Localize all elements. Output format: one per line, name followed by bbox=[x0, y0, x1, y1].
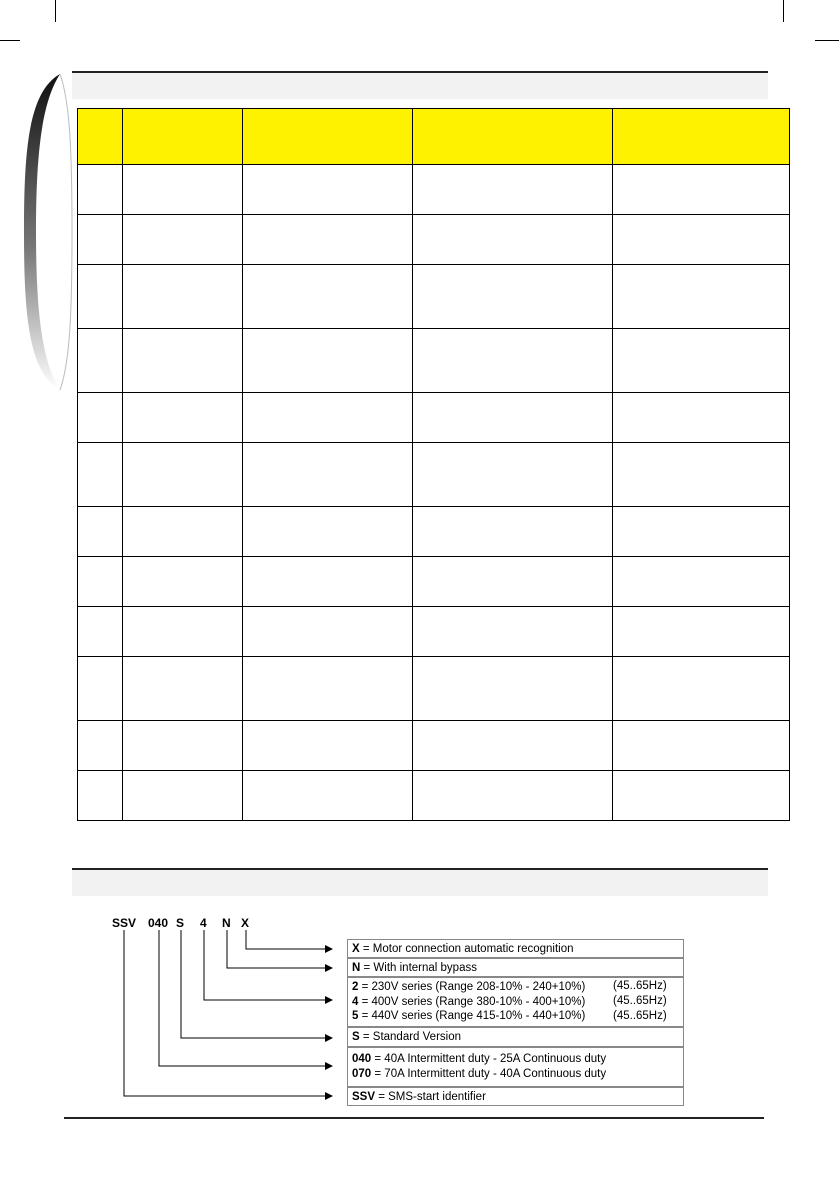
table-row bbox=[78, 165, 790, 215]
crop-mark-top-right bbox=[783, 0, 784, 22]
code-letter: SSV bbox=[112, 916, 137, 930]
table-cell bbox=[413, 265, 613, 329]
code-letter: 040 bbox=[148, 916, 169, 930]
table-cell bbox=[613, 657, 790, 721]
table-cell bbox=[78, 771, 123, 821]
table-header-cell bbox=[243, 109, 413, 165]
table-cell bbox=[613, 771, 790, 821]
code-description-box bbox=[347, 1087, 684, 1106]
table-cell bbox=[78, 607, 123, 657]
table-cell bbox=[413, 657, 613, 721]
table-cell bbox=[413, 721, 613, 771]
table-header-cell bbox=[78, 109, 123, 165]
description-line bbox=[348, 1028, 683, 1045]
crop-mark-top-right bbox=[815, 40, 839, 41]
code-description-box bbox=[347, 977, 684, 1027]
table-cell bbox=[413, 557, 613, 607]
table-cell bbox=[78, 507, 123, 557]
table-row bbox=[78, 657, 790, 721]
table-cell bbox=[243, 607, 413, 657]
code-description-box bbox=[347, 1027, 684, 1047]
crop-mark-top-left bbox=[55, 0, 56, 22]
table-row bbox=[78, 721, 790, 771]
table-cell bbox=[243, 657, 413, 721]
table-body bbox=[78, 165, 790, 821]
table-cell bbox=[243, 393, 413, 443]
table-cell bbox=[78, 657, 123, 721]
description-text: = 40A Intermittent duty - 25A Continuous duty bbox=[371, 1053, 607, 1065]
table-cell bbox=[123, 393, 243, 443]
code-diagram bbox=[72, 900, 768, 1112]
table-cell bbox=[613, 393, 790, 443]
table-cell bbox=[78, 215, 123, 265]
table-cell bbox=[78, 393, 123, 443]
code-letter: S bbox=[176, 916, 185, 930]
description-text: = 230V series (Range 208-10% - 240+10%) bbox=[358, 981, 586, 993]
code-description-box bbox=[347, 958, 684, 977]
description-key: N bbox=[352, 962, 361, 974]
table-cell bbox=[613, 265, 790, 329]
description-key: 5 bbox=[352, 1010, 359, 1022]
frequency-range: (45..65Hz) bbox=[613, 980, 667, 992]
description-text: = With internal bypass bbox=[360, 962, 477, 974]
table-cell bbox=[413, 443, 613, 507]
table-cell bbox=[243, 443, 413, 507]
table-row bbox=[78, 393, 790, 443]
table-cell bbox=[123, 507, 243, 557]
table-cell bbox=[243, 721, 413, 771]
table-cell bbox=[78, 721, 123, 771]
table-cell bbox=[413, 329, 613, 393]
table-cell bbox=[243, 329, 413, 393]
table-cell bbox=[123, 443, 243, 507]
table-cell bbox=[78, 443, 123, 507]
table-cell bbox=[413, 215, 613, 265]
table-row bbox=[78, 443, 790, 507]
description-line bbox=[348, 959, 683, 976]
table-cell bbox=[243, 557, 413, 607]
table-cell bbox=[123, 607, 243, 657]
code-description-box bbox=[347, 1047, 684, 1087]
table-cell bbox=[413, 607, 613, 657]
description-line bbox=[348, 1067, 683, 1082]
table-cell bbox=[413, 507, 613, 557]
section-header-bar bbox=[72, 71, 768, 99]
description-key: 070 bbox=[352, 1067, 372, 1080]
table-row bbox=[78, 265, 790, 329]
table-row bbox=[78, 557, 790, 607]
table-cell bbox=[243, 771, 413, 821]
description-key: X bbox=[352, 943, 360, 955]
table-cell bbox=[78, 165, 123, 215]
table-cell bbox=[123, 721, 243, 771]
table-header-cell bbox=[413, 109, 613, 165]
table-cell bbox=[123, 265, 243, 329]
table-cell bbox=[613, 329, 790, 393]
table-cell bbox=[243, 507, 413, 557]
table-header-row bbox=[78, 109, 790, 165]
table-cell bbox=[613, 215, 790, 265]
table-header-cell bbox=[123, 109, 243, 165]
code-description-box bbox=[347, 939, 684, 958]
frequency-range: (45..65Hz) bbox=[613, 995, 667, 1007]
description-key: S bbox=[352, 1031, 360, 1043]
description-line bbox=[348, 1048, 683, 1067]
table-cell bbox=[243, 265, 413, 329]
description-text: = SMS-start identifier bbox=[375, 1091, 486, 1103]
code-letter: N bbox=[222, 916, 231, 930]
table-cell bbox=[78, 265, 123, 329]
table-cell bbox=[123, 771, 243, 821]
description-line bbox=[348, 940, 683, 957]
table-header-cell bbox=[613, 109, 790, 165]
table-row bbox=[78, 771, 790, 821]
table-cell bbox=[123, 557, 243, 607]
table-cell bbox=[243, 165, 413, 215]
description-key: 040 bbox=[352, 1053, 372, 1065]
description-text: = Standard Version bbox=[359, 1031, 462, 1043]
table-cell bbox=[613, 443, 790, 507]
table-cell bbox=[78, 329, 123, 393]
table-cell bbox=[123, 329, 243, 393]
table-cell bbox=[613, 557, 790, 607]
code-letter: 4 bbox=[200, 916, 207, 930]
description-line bbox=[348, 1088, 683, 1105]
description-key: 2 bbox=[352, 981, 359, 993]
description-text: = 70A Intermittent duty - 40A Continuous duty bbox=[371, 1067, 607, 1080]
side-tab-decoration bbox=[20, 72, 80, 392]
footer-rule bbox=[64, 1117, 764, 1119]
table-row bbox=[78, 507, 790, 557]
table-cell bbox=[243, 215, 413, 265]
table-row bbox=[78, 215, 790, 265]
table-cell bbox=[613, 507, 790, 557]
description-key: SSV bbox=[352, 1091, 376, 1103]
table-cell bbox=[78, 557, 123, 607]
table-cell bbox=[413, 165, 613, 215]
description-text: = 400V series (Range 380-10% - 400+10%) bbox=[358, 995, 586, 1008]
table-cell bbox=[123, 657, 243, 721]
description-text: = 440V series (Range 415-10% - 440+10%) bbox=[358, 1010, 586, 1022]
description-text: = Motor connection automatic recognition bbox=[359, 943, 574, 955]
description-key: 4 bbox=[352, 995, 359, 1008]
table-cell bbox=[613, 721, 790, 771]
frequency-range: (45..65Hz) bbox=[613, 1010, 667, 1022]
table-row bbox=[78, 607, 790, 657]
table-row bbox=[78, 329, 790, 393]
table-cell bbox=[413, 771, 613, 821]
table-cell bbox=[613, 607, 790, 657]
table-cell bbox=[613, 165, 790, 215]
crop-mark-top-left bbox=[0, 40, 20, 41]
table-cell bbox=[413, 393, 613, 443]
table-cell bbox=[123, 215, 243, 265]
section-header-bar bbox=[72, 868, 768, 896]
table-cell bbox=[123, 165, 243, 215]
spec-table bbox=[77, 108, 790, 821]
code-letter: X bbox=[241, 916, 250, 930]
